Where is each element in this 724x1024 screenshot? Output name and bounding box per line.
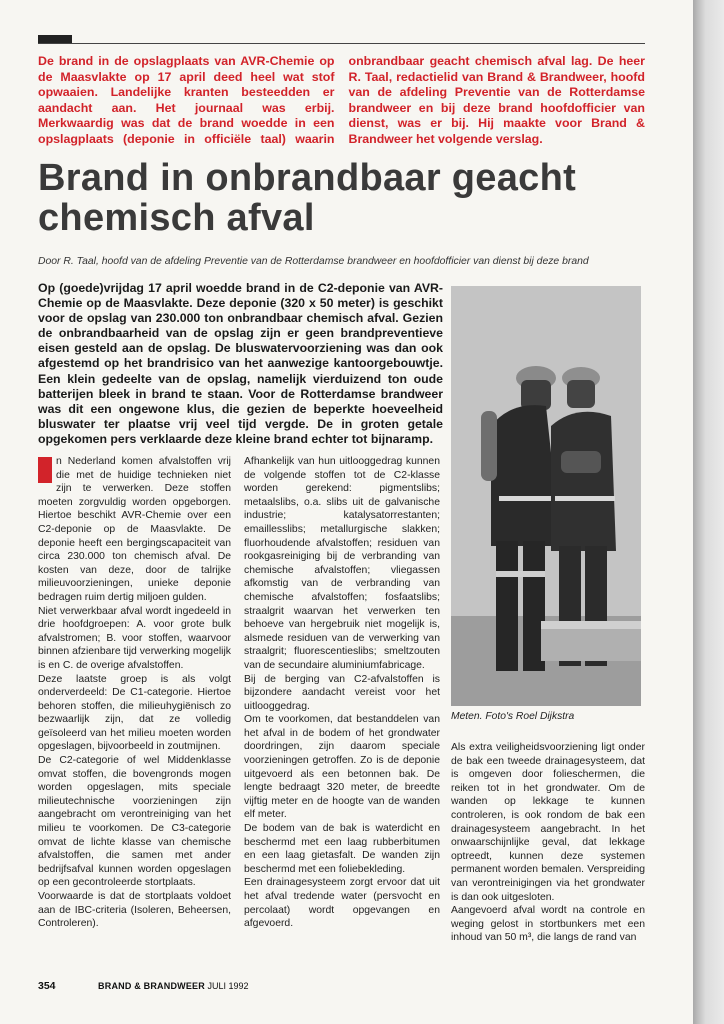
paragraph: Voorwaarde is dat de stortplaats voldoet aan de IBC-criteria (Isoleren, Beheersen, Controleren).: [38, 891, 231, 930]
photo-caption: Meten. Foto's Roel Dijkstra: [451, 711, 575, 722]
intro-paragraph: De brand in de opslagplaats van AVR-Chemie op de Maasvlakte op 17 april deed heel wat stof opwaaien. Landelijke kranten besteedden er aandacht aan. Het journaal was erbij. Merkwaardig was dat de brand woedde in een opslagplaats (deponie in officiële taal) waarin onbrandbaar geacht chemisch afval lag. De heer R. Taal, redactielid van Brand & Brandweer, hoofd van de afdeling Preventie van de Rotterdamse brandweer en bij deze brand hoofdofficier van dienst, was er bij. Hij maakte voor Brand & Brandweer het volgende verslag.: [38, 54, 645, 146]
issue-date: JULI 1992: [207, 981, 249, 991]
article-headline: Brand in onbrandbaar geacht chemisch afval: [38, 157, 577, 239]
paragraph: Een drainagesysteem zorgt ervoor dat uit het afval tredende water (persvocht en percolaat) wordt opgevangen en afgevoerd.: [244, 877, 440, 930]
firefighters-illustration: [451, 286, 641, 706]
body-column-1: [38, 455, 231, 931]
paragraph: Niet verwerkbaar afval wordt ingedeeld in drie hoofdgroepen: A. voor grote bulk afvalstromen; B. voor stoffen, waarvoor binnen afzienbare tijd verwerking mogelijk is en C. de overige afvalstoffen.: [38, 605, 231, 671]
body-column-2: [244, 455, 440, 931]
paragraph: Aangevoerd afval wordt na controle en weging gelost in stortbunkers met een inhoud van 50 m³, die langs de rand van: [451, 905, 645, 944]
paragraph: Deze laatste groep is als volgt onderverdeeld: De C1-categorie. Hiertoe behoren stoffen, die milieuhygiënisch zo bezwaarlijk zijn, dat ze volledig geïsoleerd van het milieu moeten worden opgeslagen, bijvoorbeeld in zoutmijnen.: [38, 673, 231, 753]
header-rule: [38, 43, 645, 44]
facing-page-edge: [693, 0, 724, 1024]
byline: Door R. Taal, hoofd van de afdeling Preventie van de Rotterdamse brandweer en hoofdofficier van dienst bij deze brand: [38, 256, 589, 267]
paragraph: Als extra veiligheidsvoorziening ligt onder de bak een tweede drainagesysteem, dat is omgeven door folieschermen, die reiken tot in het grondwater. Om de wanden op lekkage te kunnen controleren, is ook rondom de bak een drainagesysteem aangebracht. In het onwaarschijnlijke geval, dat lekkage optreedt, kunnen deze systemen permanent worden bemalen. Verspreiding van verontreinigingen via het grondwater is dan ook uitgesloten.: [451, 742, 645, 903]
paragraph: De bodem van de bak is waterdicht en beschermd met een laag rubberbitumen en een laag gietasfalt. De wanden zijn beschermd met een foliebekleding.: [244, 823, 440, 875]
paragraph: n Nederland komen afvalstoffen vrij die met de huidige technieken niet zijn te verwerken. Deze stoffen moeten zorgvuldig worden opgeborgen. Hiertoe beschikt AVR-Chemie over een C2-deponie op de Maasvlakte. De deponie heeft een bergingscapaciteit van circa 230.000 ton chemisch afval. De kosten van deze, door de talrijke milieuvoorzieningen, unieke deponie bedragen ruim dertig miljoen gulden.: [38, 456, 231, 603]
page-number: 354: [38, 980, 56, 992]
page-footer: [38, 980, 645, 992]
paragraph: Afhankelijk van hun uitlooggedrag kunnen de volgende stoffen tot de C2-klasse worden gerekend: pigmentslibs; metaalslibs, o.a. slibs uit de galvanische industrie; katalysatorrestanten; emaillesslibs; metallurgische slakken; fluorhoudende afvalstoffen; residuen van rookgasreiniging bij de verbranding van chemische afvalstoffen; vliegassen afkomstig van de verbranding van chemische afvalstoffen; fosfaatslibs; straalgrit waarvan het verwerken ten behoeve van hergebruik niet mogelijk is, alsmede residuen van de verwerking van straalgrit; fluorescentieslibs; smeltzouten van de secundaire aluminiumfabricage.: [244, 456, 440, 671]
firefighters-photo: [451, 286, 641, 706]
header-marker: [38, 35, 72, 43]
publication-name: BRAND & BRANDWEER: [98, 981, 205, 991]
paragraph: Bij de berging van C2-afvalstoffen is bijzondere aandacht vereist voor het uitlooggedrag.: [244, 673, 440, 712]
body-column-3: [451, 741, 645, 945]
paragraph: De C2-categorie of wel Middenklasse omvat stoffen, die bovengronds mogen worden opgeslagen, mits speciale milieutechnische voorzieningen zijn aangebracht om verontreiniging van het milieu te voorkomen. De C3-categorie omvat de lichte klasse van chemische afvalstoffen, die samen met ander bedrijfsafval kunnen worden opgeslagen op een gecontroleerde stortplaats.: [38, 755, 231, 889]
lead-paragraph: Op (goede)vrijdag 17 april woedde brand in de C2-deponie van AVR-Chemie op de Maasvlakte. Deze deponie (320 x 50 meter) is geschikt voor de opslag van 230.000 ton onbrandbaar chemisch afval. Gezien de onbrandbaarheid van de opslag zijn er geen brandpreventieve eisen gesteld aan de opslag. De bluswatervoorziening was dan ook afgestemd op het brandrisico van het aanwezige kantoorgebouwtje. Een klein gedeelte van de opslag, namelijk vierduizend ton oude batterijen bleek in brand te staan. Voor de Rotterdamse brandweer was dit een ongewone klus, die gezien de beperkte hoeveelheid bluswater ter plaatse vrij veel tijd vergde. De in groten getale opgekomen pers verklaarde deze kleine brand echter tot bijnaramp.: [38, 281, 443, 446]
dropcap-marker: [38, 457, 52, 483]
paragraph: Om te voorkomen, dat bestanddelen van het afval in de bodem of het grondwater doordringen, zijn daarom speciale voorzieningen getroffen. Zo is de deponie uitgevoerd als een betonnen bak. De lengte bedraagt 320 meter, de breedte vijftig meter en de hoogte van de wanden elf meter.: [244, 714, 440, 821]
